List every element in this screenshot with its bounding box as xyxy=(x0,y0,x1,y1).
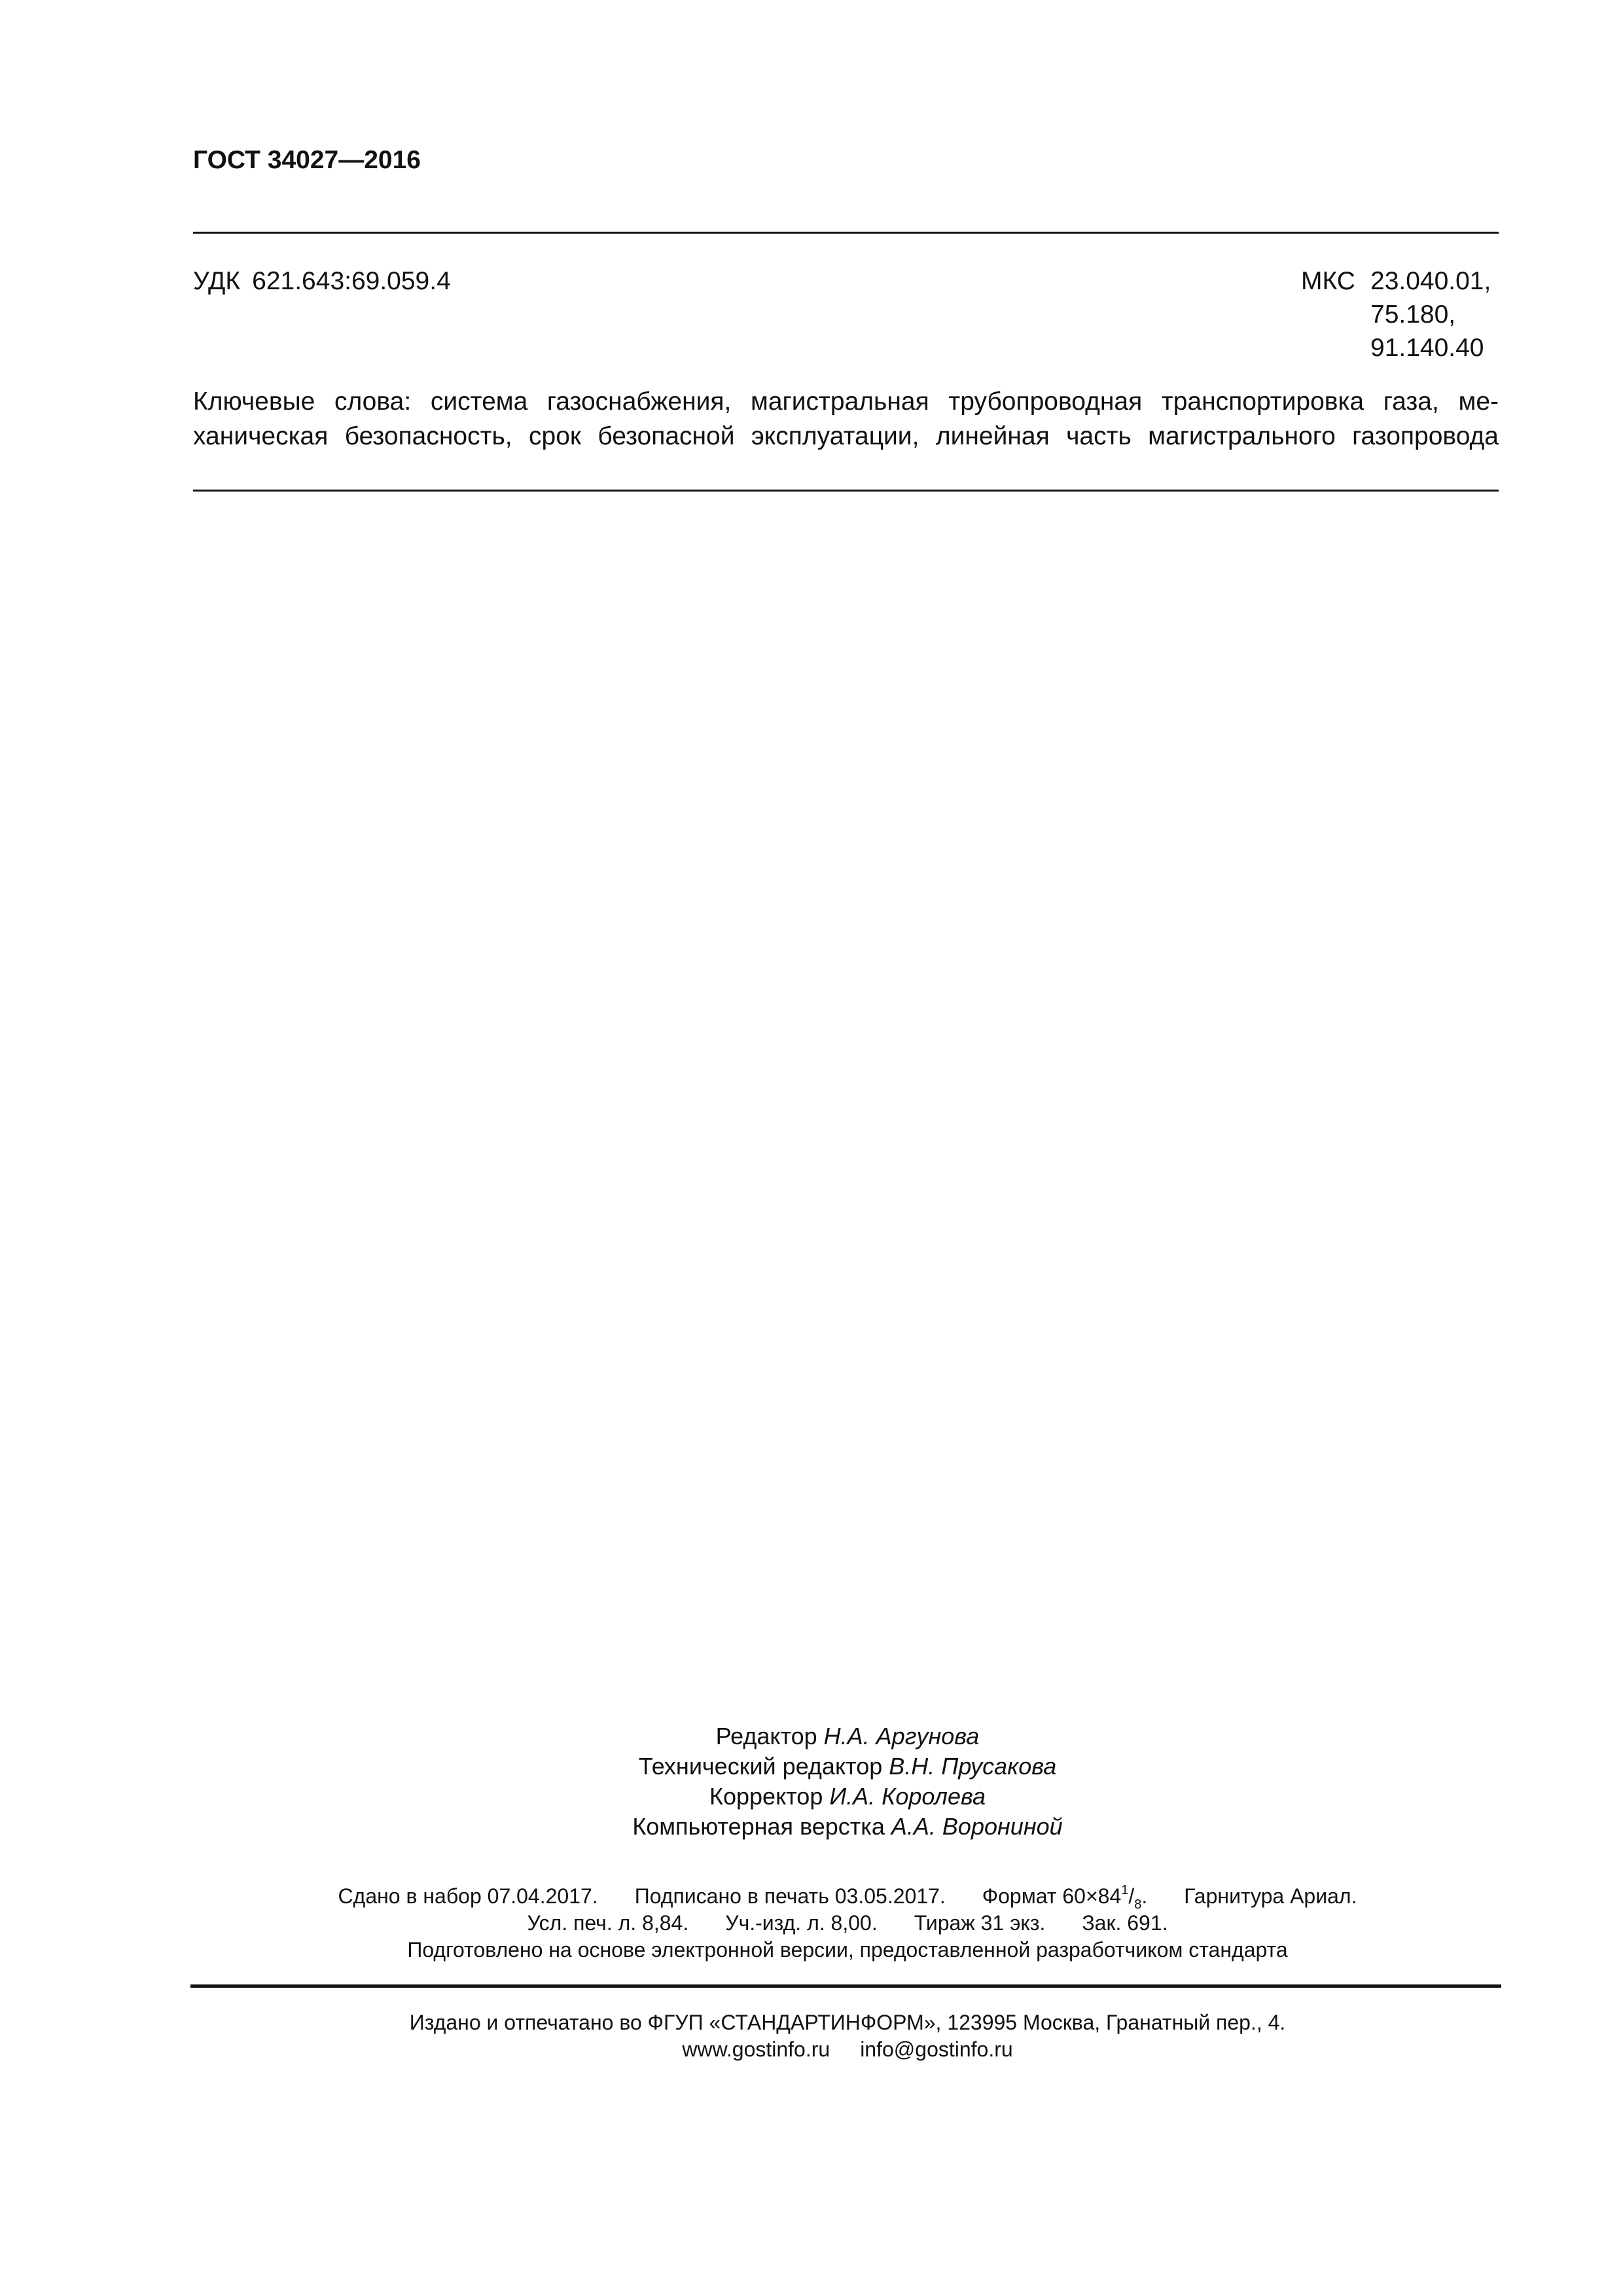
imprint-line xyxy=(0,1883,1623,1910)
top-divider xyxy=(193,232,1499,234)
keywords-line: Ключевые слова: система газоснабжения, магистральная трубопроводная транспортировка газа, ме- xyxy=(193,387,1499,416)
credit-role: Редактор xyxy=(715,1723,817,1749)
imprint-block xyxy=(0,1883,1623,1964)
publisher-block xyxy=(0,2009,1623,2063)
credit-name: А.А. Ворониной xyxy=(891,1813,1063,1840)
imprint-line xyxy=(0,1910,1623,1937)
mks-code: 91.140.40 xyxy=(1370,334,1484,362)
document-header-title: ГОСТ 34027—2016 xyxy=(193,146,421,174)
paper-format: Формат $60\times 84^1/_8$. xyxy=(982,1883,1148,1912)
edition-sheets: Уч.-изд. л. 8,00. xyxy=(725,1911,878,1935)
publisher-address: Издано и отпечатано во ФГУП «СТАНДАРТИНФОРМ», 123995 Москва, Гранатный пер., 4. xyxy=(409,2011,1286,2034)
imprint-line xyxy=(0,1937,1623,1964)
udk-value: 621.643:69.059.4 xyxy=(252,267,451,295)
circulation: Тираж 31 экз. xyxy=(914,1911,1046,1935)
credit-role: Технический редактор xyxy=(638,1753,883,1780)
mks-label: МКС xyxy=(1301,267,1355,295)
publisher-contacts xyxy=(0,2036,1623,2063)
publisher-divider xyxy=(190,1984,1501,1988)
prepared-note: Подготовлено на основе электронной версии, предоставленной разработчиком стандарта xyxy=(407,1938,1288,1962)
udk-block xyxy=(193,265,451,298)
keywords-line: ханическая безопасность, срок безопасной эксплуатации, линейная часть магистрального газопровода xyxy=(193,422,1499,450)
order-number: Зак. 691. xyxy=(1082,1911,1168,1935)
udk-label: УДК xyxy=(193,267,241,295)
credits-block xyxy=(0,1721,1623,1842)
mks-code: 75.180, xyxy=(1370,300,1456,329)
credit-role: Компьютерная верстка xyxy=(632,1813,885,1840)
credit-name: Н.А. Аргунова xyxy=(823,1723,980,1749)
keywords-paragraph xyxy=(193,384,1499,454)
credit-name: И.А. Королева xyxy=(829,1783,986,1810)
print-sheets: Усл. печ. л. 8,84. xyxy=(527,1911,689,1935)
submitted-date: Сдано в набор 07.04.2017. xyxy=(338,1884,598,1908)
website-link[interactable]: www.gostinfo.ru xyxy=(682,2037,830,2061)
credit-line xyxy=(0,1782,1623,1812)
mks-codes xyxy=(1370,265,1491,365)
typeface: Гарнитура Ариал. xyxy=(1184,1884,1357,1908)
credit-name: В.Н. Прусакова xyxy=(889,1753,1057,1780)
email-link[interactable]: info@gostinfo.ru xyxy=(860,2037,1013,2061)
credit-line xyxy=(0,1751,1623,1782)
credit-line xyxy=(0,1721,1623,1751)
keywords-divider xyxy=(193,490,1499,492)
credit-line xyxy=(0,1812,1623,1842)
signed-date: Подписано в печать 03.05.2017. xyxy=(634,1884,946,1908)
mks-code: 23.040.01, xyxy=(1370,267,1491,295)
credit-role: Корректор xyxy=(709,1783,823,1810)
